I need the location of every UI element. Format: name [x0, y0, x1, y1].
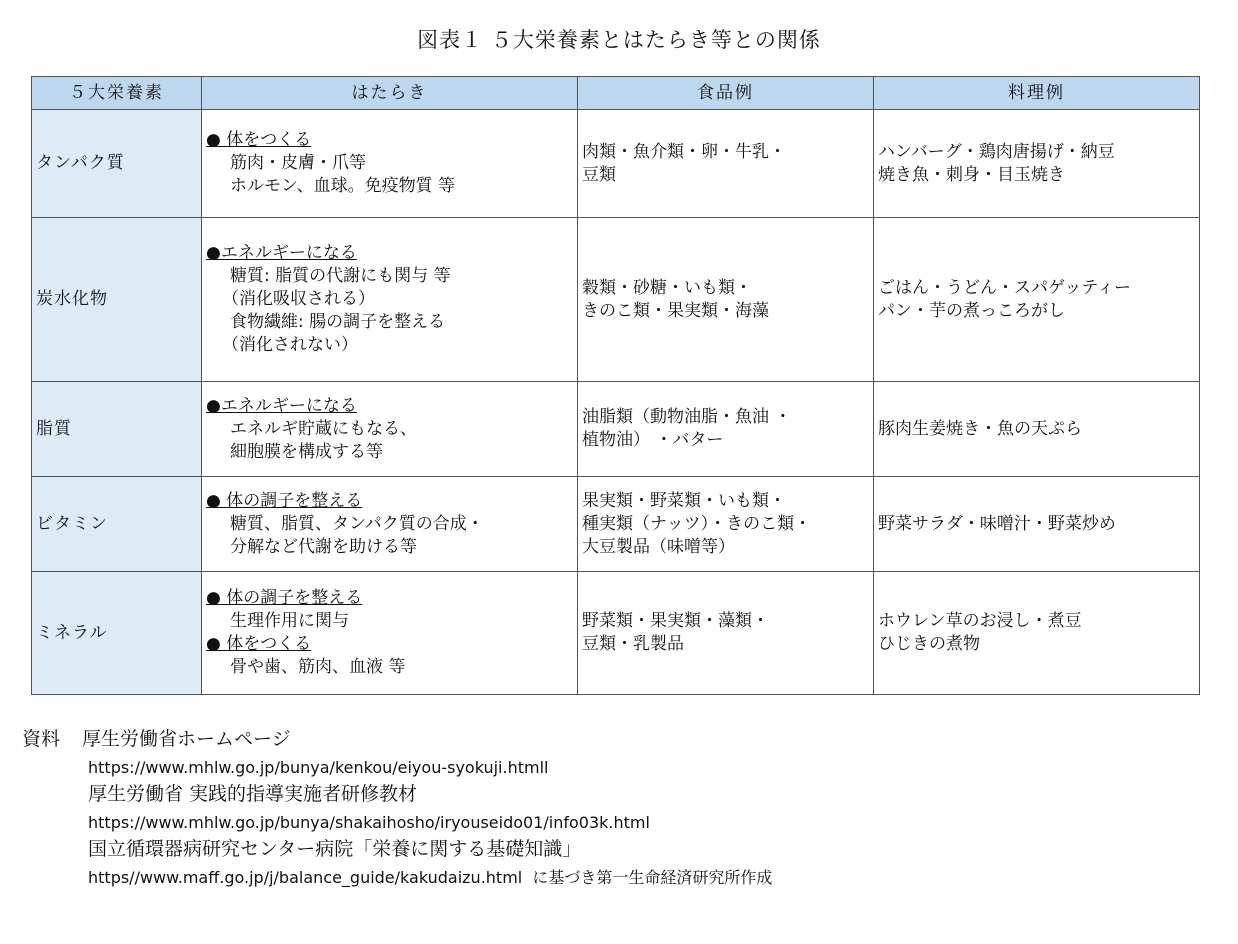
- food-line: 肉類・魚介類・卵・牛乳・: [582, 141, 786, 162]
- dish-line: ホウレン草のお浸し・煮豆: [878, 611, 1082, 631]
- function-cell: [202, 218, 578, 382]
- header-nutrient: ５大栄養素: [32, 77, 202, 110]
- function-detail: （消化されない）: [222, 335, 358, 355]
- function-detail: 細胞膜を構成する等: [230, 441, 383, 462]
- food-line: 豆類: [582, 164, 616, 185]
- function-detail: 糖質、脂質、タンパク質の合成・: [230, 513, 484, 534]
- figure-title: 図表１ ５大栄養素とはたらき等との関係: [417, 28, 821, 52]
- header-food-examples: 食品例: [578, 77, 874, 110]
- dish-line: 焼き魚・刺身・目玉焼き: [878, 164, 1065, 185]
- dish-line: 豚肉生姜焼き・魚の天ぷら: [878, 418, 1082, 439]
- nutrient-name: タンパク質: [32, 110, 202, 218]
- dish-examples-cell: [874, 110, 1200, 218]
- source-title: 厚生労働省ホームページ: [82, 728, 291, 750]
- food-line: 果実類・野菜類・いも類・: [582, 490, 786, 511]
- function-heading: ● 体の調子を整える: [206, 588, 363, 608]
- food-examples-cell: [578, 110, 874, 218]
- source-title: 国立循環器病研究センター病院「栄養に関する基礎知識」: [88, 838, 582, 860]
- function-cell: [202, 110, 578, 218]
- table-row: [32, 218, 1200, 382]
- food-examples-cell: [578, 477, 874, 572]
- food-line: 野菜類・果実類・藻類・: [582, 611, 769, 631]
- function-detail: （消化吸収される）: [222, 289, 375, 309]
- table-row: [32, 477, 1200, 572]
- nutrient-name: 脂質: [32, 382, 202, 477]
- function-detail: 食物繊維: 腸の調子を整える: [230, 312, 446, 332]
- header-function: はたらき: [202, 77, 578, 110]
- function-detail: 骨や歯、筋肉、血液 等: [230, 657, 406, 677]
- food-examples-cell: [578, 382, 874, 477]
- function-detail: エネルギ貯蔵にもなる、: [230, 418, 417, 439]
- function-detail: 分解など代謝を助ける等: [230, 536, 417, 557]
- source-url: https://www.mhlw.go.jp/bunya/shakaihosho/iryouseido01/info03k.html: [88, 812, 650, 832]
- table-header-row: [32, 77, 1200, 110]
- function-cell: [202, 382, 578, 477]
- dish-line: ハンバーグ・鶏肉唐揚げ・納豆: [878, 141, 1115, 162]
- food-line: 穀類・砂糖・いも類・: [582, 277, 752, 298]
- source-title: 厚生労働省 実践的指導実施者研修教材: [88, 783, 418, 805]
- function-cell: [202, 477, 578, 572]
- food-line: きのこ類・果実類・海藻: [582, 300, 769, 321]
- dish-examples-cell: [874, 572, 1200, 695]
- dish-line: ごはん・うどん・スパゲッティー: [878, 277, 1131, 298]
- source-url: https://www.mhlw.go.jp/bunya/kenkou/eiyou-syokuji.htmll: [88, 757, 549, 777]
- dish-line: パン・芋の煮っころがし: [878, 300, 1065, 321]
- nutrients-table: [31, 76, 1200, 695]
- function-detail: 糖質: 脂質の代謝にも関与 等: [230, 266, 451, 286]
- dish-examples-cell: [874, 477, 1200, 572]
- food-line: 油脂類（動物油脂・魚油 ・: [582, 407, 792, 427]
- table-row: [32, 572, 1200, 695]
- function-heading: ● 体の調子を整える: [206, 490, 363, 511]
- function-detail: ホルモン、血球。免疫物質 等: [230, 176, 456, 196]
- dish-examples-cell: [874, 218, 1200, 382]
- function-heading: ● 体をつくる: [206, 634, 312, 654]
- function-heading: ●エネルギーになる: [206, 395, 357, 416]
- header-dish-examples: 料理例: [874, 77, 1200, 110]
- nutrient-name: ビタミン: [32, 477, 202, 572]
- food-line: 植物油） ・バター: [582, 430, 724, 450]
- function-detail: 生理作用に関与: [230, 611, 349, 631]
- function-heading: ● 体をつくる: [206, 130, 312, 150]
- food-examples-cell: [578, 572, 874, 695]
- source-url-with-credit: https//www.maff.go.jp/j/balance_guide/kakudaizu.html に基づき第一生命経済研究所作成: [88, 867, 773, 887]
- sources-section: [22, 726, 772, 891]
- source-line: [22, 726, 772, 754]
- sources-label: 資料: [22, 728, 61, 750]
- function-heading: ●エネルギーになる: [206, 243, 357, 263]
- table-row: [32, 382, 1200, 477]
- nutrient-name: ミネラル: [32, 572, 202, 695]
- dish-examples-cell: [874, 382, 1200, 477]
- food-line: 大豆製品（味噌等）: [582, 536, 735, 557]
- table-row: [32, 110, 1200, 218]
- dish-line: ひじきの煮物: [878, 634, 980, 654]
- function-detail: 筋肉・皮膚・爪等: [230, 153, 366, 173]
- function-cell: [202, 572, 578, 695]
- nutrient-name: 炭水化物: [32, 218, 202, 382]
- food-examples-cell: [578, 218, 874, 382]
- dish-line: 野菜サラダ・味噌汁・野菜炒め: [878, 513, 1116, 534]
- food-line: 種実類（ナッツ）・きのこ類・: [582, 513, 812, 534]
- food-line: 豆類・乳製品: [582, 634, 684, 654]
